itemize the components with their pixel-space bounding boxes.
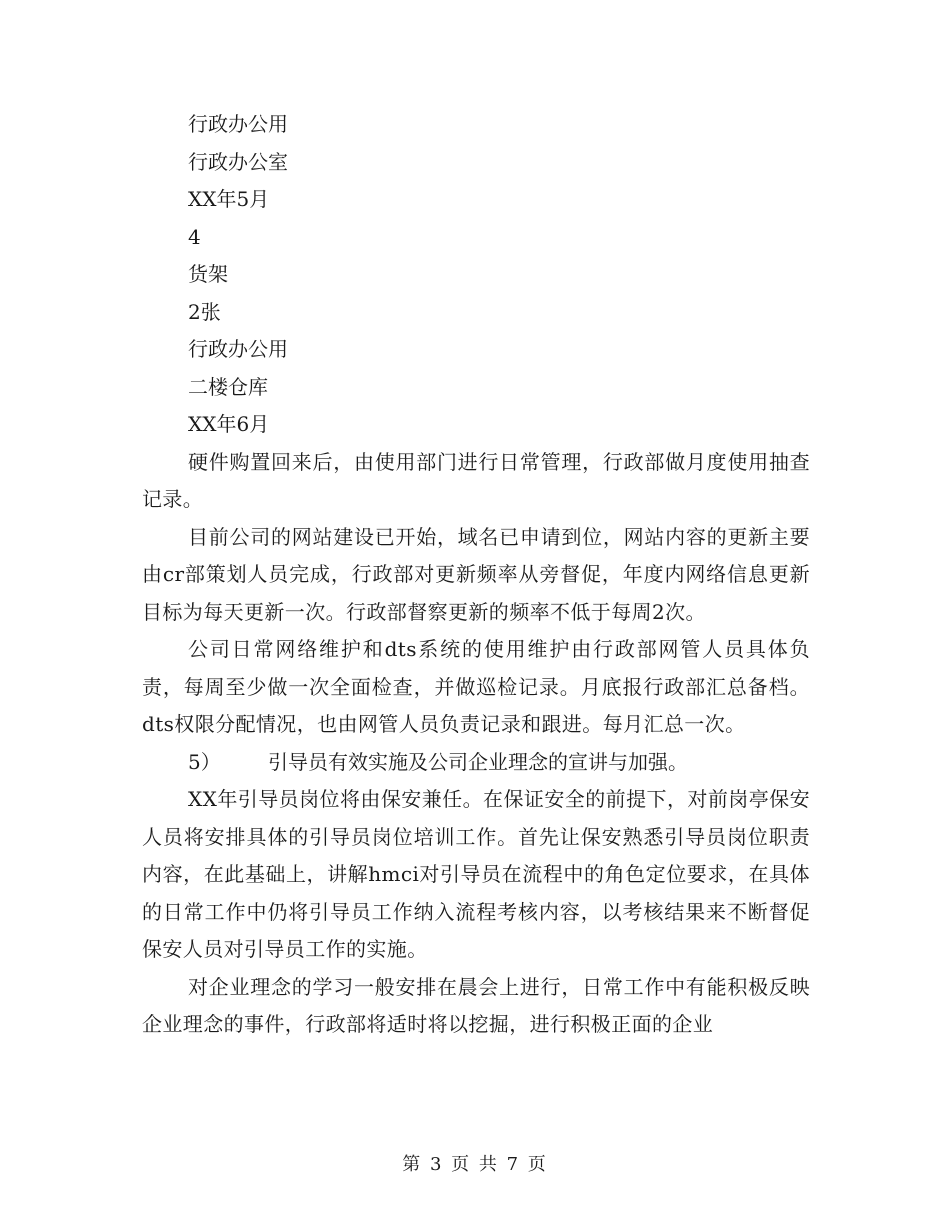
paragraph-corporate-philosophy: 对企业理念的学习一般安排在晨会上进行，日常工作中有能积极反映企业理念的事件，行政部将适时将以挖掘，进行积极正面的企业 xyxy=(142,974,810,1036)
paragraph-hardware-management: 硬件购置回来后，由使用部门进行日常管理，行政部做月度使用抽查记录。 xyxy=(142,449,810,511)
paragraph-guide-staff: XX年引导员岗位将由保安兼任。在保证安全的前提下，对前岗亭保安人员将安排具体的引导员岗位培训工作。首先让保安熟悉引导员岗位职责内容，在此基础上，讲解hmci对引导员在流程中的角色定位要求，在具体的日常工作中仍将引导员工作纳入流程考核内容，以考核结果来不断督促保安人员对引导员工作的实施。 xyxy=(142,787,810,961)
list-line: 行政办公室 xyxy=(188,149,288,174)
paragraph-website-updates: 目前公司的网站建设已开始，域名已申请到位，网站内容的更新主要由cr部策划人员完成，行政部对更新频率从旁督促，年度内网络信息更新目标为每天更新一次。行政部督察更新的频率不低于每周2次。 xyxy=(142,524,810,624)
list-line: 货架 xyxy=(188,262,228,286)
page-footer: 第 3 页 共 7 页 xyxy=(402,1154,548,1175)
list-line: 行政办公用 xyxy=(188,337,288,361)
section-number: 5） xyxy=(188,749,221,774)
section-heading xyxy=(142,744,810,782)
page-body xyxy=(142,106,810,1044)
list-line: 二楼仓库 xyxy=(188,374,268,399)
list-line: XX年5月 xyxy=(188,187,270,211)
list-line: 行政办公用 xyxy=(188,112,288,136)
list-line: 2张 xyxy=(188,299,221,324)
section-title: 引导员有效实施及公司企业理念的宣讲与加强。 xyxy=(268,749,688,774)
list-line: XX年6月 xyxy=(188,412,270,436)
list-line: 4 xyxy=(188,224,201,249)
paragraph-network-maintenance: 公司日常网络维护和dts系统的使用维护由行政部网管人员具体负责，每周至少做一次全面检查，并做巡检记录。月底报行政部汇总备档。dts权限分配情况，也由网管人员负责记录和跟进。每月汇总一次。 xyxy=(142,637,810,736)
